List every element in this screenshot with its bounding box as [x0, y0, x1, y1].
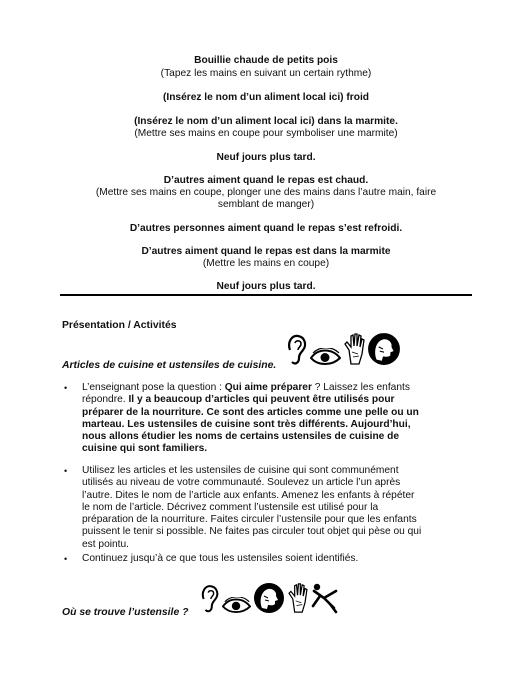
- bullet-2-line-3: l’autre. Dites le nom de l’article aux enfants. Amenez les enfants à répéter: [82, 489, 415, 501]
- eye-icon: [222, 597, 251, 614]
- poem-direction-5b: semblant de manger): [217, 199, 315, 210]
- ear-icon: [200, 584, 220, 614]
- poem-line-2: (Insérez le nom d’un aliment local ici) froid: [162, 92, 370, 103]
- poem-direction-7: (Mettre les mains en coupe): [202, 258, 330, 269]
- poem-line-6: D’autres personnes aiment quand le repas s’est refroidi.: [129, 223, 403, 234]
- bullet-1-line-2: répondre. Il y a beaucoup d’articles qui peuvent être utilisés pour: [82, 394, 395, 406]
- bullet-2-line-7: est pointu.: [82, 538, 130, 550]
- poem-line-7: D’autres aiment quand le repas est dans la marmite: [141, 246, 391, 257]
- section-title: Présentation / Activités: [62, 320, 177, 331]
- activity2-senses-icons: [200, 582, 340, 614]
- section-divider: [60, 294, 472, 296]
- bullet-marker: •: [64, 466, 68, 476]
- activity1-title: Articles de cuisine et ustensiles de cuisine.: [62, 360, 277, 371]
- ear-icon: [286, 334, 308, 366]
- poem-line-4: Neuf jours plus tard.: [216, 152, 316, 163]
- bullet-item-3: [64, 553, 472, 567]
- bullet-3-text: Continuez jusqu’à ce que tous les ustensiles soient identifiés.: [82, 553, 359, 564]
- bullet-2-line-5: préparation de la nourriture. Faites circuler l’ustensile pour que les enfants: [82, 514, 417, 526]
- hand-icon: [287, 582, 308, 614]
- bullet-marker: •: [64, 383, 68, 393]
- bullet-2-line-6: puissent le tenir si possible. Ne faites pas circuler tout objet qui pèse ou qui: [82, 526, 422, 538]
- bullet-item-1: [64, 382, 472, 458]
- activity2-title: Où se trouve l’ustensile ?: [62, 607, 189, 618]
- bullet-2-text: [82, 465, 472, 551]
- bullet-2-line-1: Utilisez les articles et les ustensiles de cuisine qui sont communément: [82, 465, 399, 476]
- head-icon: [253, 582, 285, 614]
- bullet-2-line-4: le nom de l’article. Décrivez comment l’ustensile est utilisé pour la: [82, 501, 379, 513]
- head-icon: [367, 332, 401, 366]
- hand-icon: [343, 332, 365, 366]
- bullet-1-line-3: préparer de la nourriture. Ce sont des articles comme une pelle ou un: [82, 406, 419, 418]
- poem-line-3: (Insérez le nom d’un aliment local ici) dans la marmite.: [134, 116, 398, 127]
- poem-line-1: Bouillie chaude de petits pois: [194, 55, 338, 66]
- poem-line-8: Neuf jours plus tard.: [216, 281, 316, 292]
- bullet-1-text: [82, 382, 472, 456]
- poem-direction-3: (Mettre ses mains en coupe pour symboliser une marmite): [134, 128, 398, 139]
- bullet-marker: •: [64, 554, 68, 564]
- eye-icon: [310, 348, 341, 366]
- bullet-1-line-1: L’enseignant pose la question : Qui aime préparer ? Laissez les enfants: [82, 382, 410, 393]
- stretching-person-icon: [310, 582, 340, 614]
- bullet-item-2: [64, 465, 472, 553]
- bullet-1-line-4: marteau. Les ustensiles de cuisine sont très différents. Aujourd’hui,: [82, 418, 411, 430]
- bullet-1-line-5: nous allons étudier les noms de certains ustensiles de cuisine de: [82, 431, 400, 443]
- activity1-senses-icons: [286, 332, 401, 366]
- bullet-1-line-6: cuisine qui sont familiers.: [82, 443, 208, 455]
- poem-direction-1: (Tapez les mains en suivant un certain rythme): [160, 68, 372, 79]
- poem-direction-5a: (Mettre ses mains en coupe, plonger une des mains dans l’autre main, faire: [95, 187, 437, 198]
- bullet-2-line-2: utilisés au niveau de votre communauté. Soulevez un article l’un après: [82, 477, 401, 489]
- poem-line-5: D’autres aiment quand le repas est chaud.: [163, 175, 369, 186]
